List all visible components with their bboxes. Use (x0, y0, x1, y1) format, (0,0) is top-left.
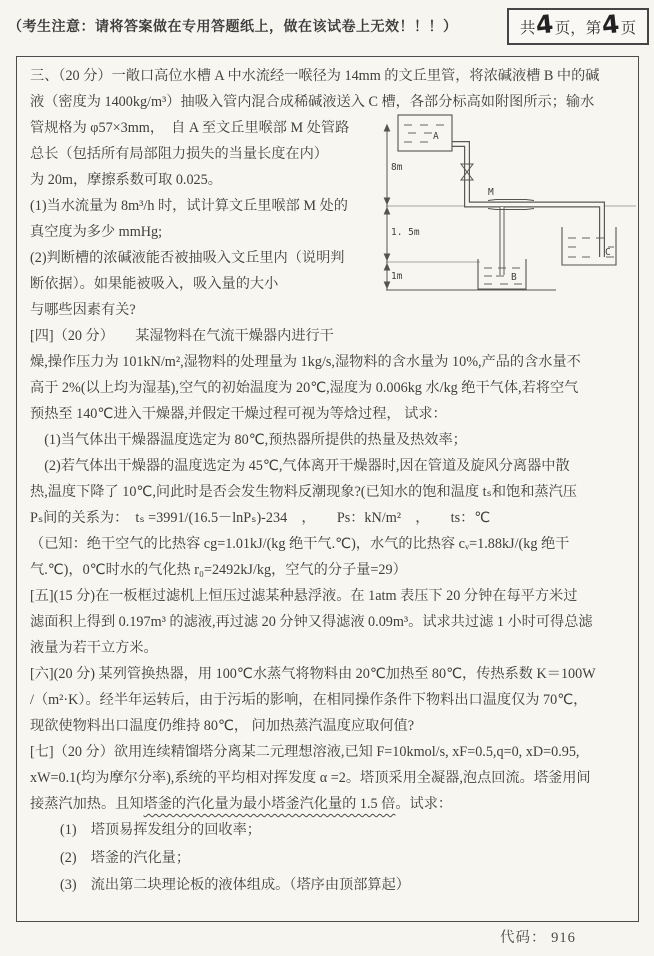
elevation-reference-lines (386, 206, 636, 262)
q4-heading: [四]（20 分） 某湿物料在气流干燥器内进行干 (30, 328, 334, 344)
q4-known-line: （已知：绝干空气的比热容 cg=1.01kJ/(kg 绝干气.℃)，水气的比热容 cᵥ=1.88kJ/(kg 绝干 (30, 536, 570, 552)
q3-apparatus-diagram (378, 107, 636, 305)
q7-text-line: xW=0.1(均为摩尔分率),系统的平均相对挥发度 α =2。塔顶采用全凝器,泡点回流。塔釜用间 (30, 770, 591, 786)
q5-text-line: [五](15 分)在一板框过滤机上恒压过滤某种悬浮液。在 1atm 表压下 20 分钟在每平方米过 (30, 588, 578, 604)
q4-text-line: 预热至 140℃进入干燥器,并假定干燥过程可视为等焓过程， 试求： (30, 406, 447, 422)
q4-formula-line: Pₛ间的关系为： tₛ =3991/(16.5－lnPₛ)-234 ， Ps：kN/m² ， ts：℃ (30, 510, 491, 526)
question-5 (30, 583, 626, 661)
q3-text-line: 液（密度为 1400kg/m³）抽吸入管内混合成稀碱液送入 C 槽，各部分标高如附图所示；输水 (30, 94, 595, 110)
page-total-prefix: 共 (519, 19, 536, 37)
q6-text-line: 现欲使物料出口温度仍维持 80℃， 问加热蒸汽温度应取何值? (30, 718, 415, 734)
exam-content-box (16, 56, 639, 922)
q3-text-line: 管规格为 φ57×3mm， 自 A 至文丘里喉部 M 处管路 (30, 120, 350, 136)
q5-text-line: 液量为若干立方米。 (30, 640, 158, 656)
tank-a (398, 115, 452, 151)
q7-item-1: (1) 塔顶易挥发组分的回收率； (60, 822, 261, 838)
tank-c-label: C (605, 247, 611, 258)
q3-part1-line: 真空度为多少 mmHg; (30, 224, 163, 240)
q3-part2-line: 断依据）。如果能被吸入，吸入量的大小 (30, 276, 279, 292)
q7-item-2: (2) 塔釜的汽化量； (60, 849, 191, 866)
question-7 (30, 739, 626, 900)
paper-code (500, 926, 576, 947)
q5-text-line: 滤面积上得到 0.197m³ 的滤液,再过滤 20 分钟又得滤液 0.09m³。试求共过滤 1 小时可得总滤 (30, 614, 593, 630)
question-4 (30, 323, 626, 583)
q4-part2-line: (2)若气体出干燥器的温度选定为 45℃,气体离开干燥器时,因在管道及旋风分离器中散 (30, 458, 570, 474)
examinee-notice: （考生注意：请将答案做在专用答题纸上，做在该试卷上无效！！！） (8, 18, 458, 34)
q6-text-line: /（m²·K）。经半年运转后，由于污垢的影响，在相同操作条件下物料出口温度仅为 70℃， (30, 692, 588, 708)
q7-line3-suffix: 。试求： (395, 796, 453, 812)
q6-text-line: [六](20 分) 某列管换热器，用 100℃水蒸气将物料由 20℃加热至 80℃，传热系数 K＝100W (30, 666, 596, 682)
page-count-box (507, 8, 649, 45)
q4-text-line: 燥,操作压力为 101kN/m²,湿物料的处理量为 1kg/s,湿物料的含水量为 10%,产品的含水量不 (30, 354, 581, 370)
q3-part2-line: (2)判断槽的浓碱液能否被抽吸入文丘里内（说明判 (30, 250, 345, 266)
dimension-line (384, 125, 389, 290)
q4-known-line: 气.℃)，0℃时水的气化热 r₀=2492kJ/kg，空气的分子量=29） (30, 562, 407, 578)
q4-part2-line: 热,温度下降了 10℃,问此时是否会发生物料反潮现象?(已知水的饱和温度 tₛ和饱和蒸汽压 (30, 484, 577, 500)
tank-c (562, 227, 616, 265)
q3-part1-line: (1)当水流量为 8m³/h 时，试计算文丘里喉部 M 处的 (30, 198, 348, 214)
q3-text-line: 总长（包括所有局部阻力损失的当量长度在内） (30, 146, 328, 162)
q7-underline-line (30, 791, 626, 817)
tank-b-label: B (511, 272, 517, 283)
paper-code-value: 916 (551, 930, 576, 946)
q4-part1-line: (1)当气体出干燥器温度选定为 80℃,预热器所提供的热量及热效率； (30, 432, 467, 448)
q7-line3-prefix: 接蒸汽加热。且知 (30, 796, 144, 812)
handwritten-total-pages: 4 (534, 9, 555, 40)
tank-a-label: A (433, 131, 439, 142)
q3-part2-line: 与哪些因素有关? (30, 302, 136, 318)
q7-item-3: (3) 流出第二块理论板的液体组成。（塔序由顶部算起） (60, 877, 410, 893)
q7-underlined-condition: 塔釜的汽化量为最小塔釜汽化量的 1.5 倍 (143, 796, 396, 812)
dim-1m-label: 1m (391, 271, 403, 282)
q3-text-line: 为 20m，摩擦系数可取 0.025。 (30, 172, 222, 188)
venturi-m-label: M (488, 187, 494, 198)
q4-text-line: 高于 2%(以上均为湿基),空气的初始温度为 20℃,湿度为 0.006kg 水/kg 绝干气体,若将空气 (30, 380, 579, 396)
page-suffix: 页 (620, 19, 637, 37)
dim-1-5m-label: 1. 5m (391, 227, 420, 238)
paper-code-label: 代码： (500, 930, 547, 946)
dim-8m-label: 8m (391, 162, 403, 173)
page-middle-text: 页，第 (554, 19, 602, 37)
q7-text-line: [七]（20 分）欲用连续精馏塔分离某二元理想溶液,已知 F=10kmol/s, xF=0.5,q=0, xD=0.95, (30, 744, 580, 760)
question-6 (30, 661, 626, 739)
q3-text-line: 三、（20 分）一敞口高位水槽 A 中水流经一喉径为 14mm 的文丘里管，将浓碱液槽 B 中的碱 (30, 68, 600, 84)
handwritten-current-page: 4 (600, 9, 621, 40)
